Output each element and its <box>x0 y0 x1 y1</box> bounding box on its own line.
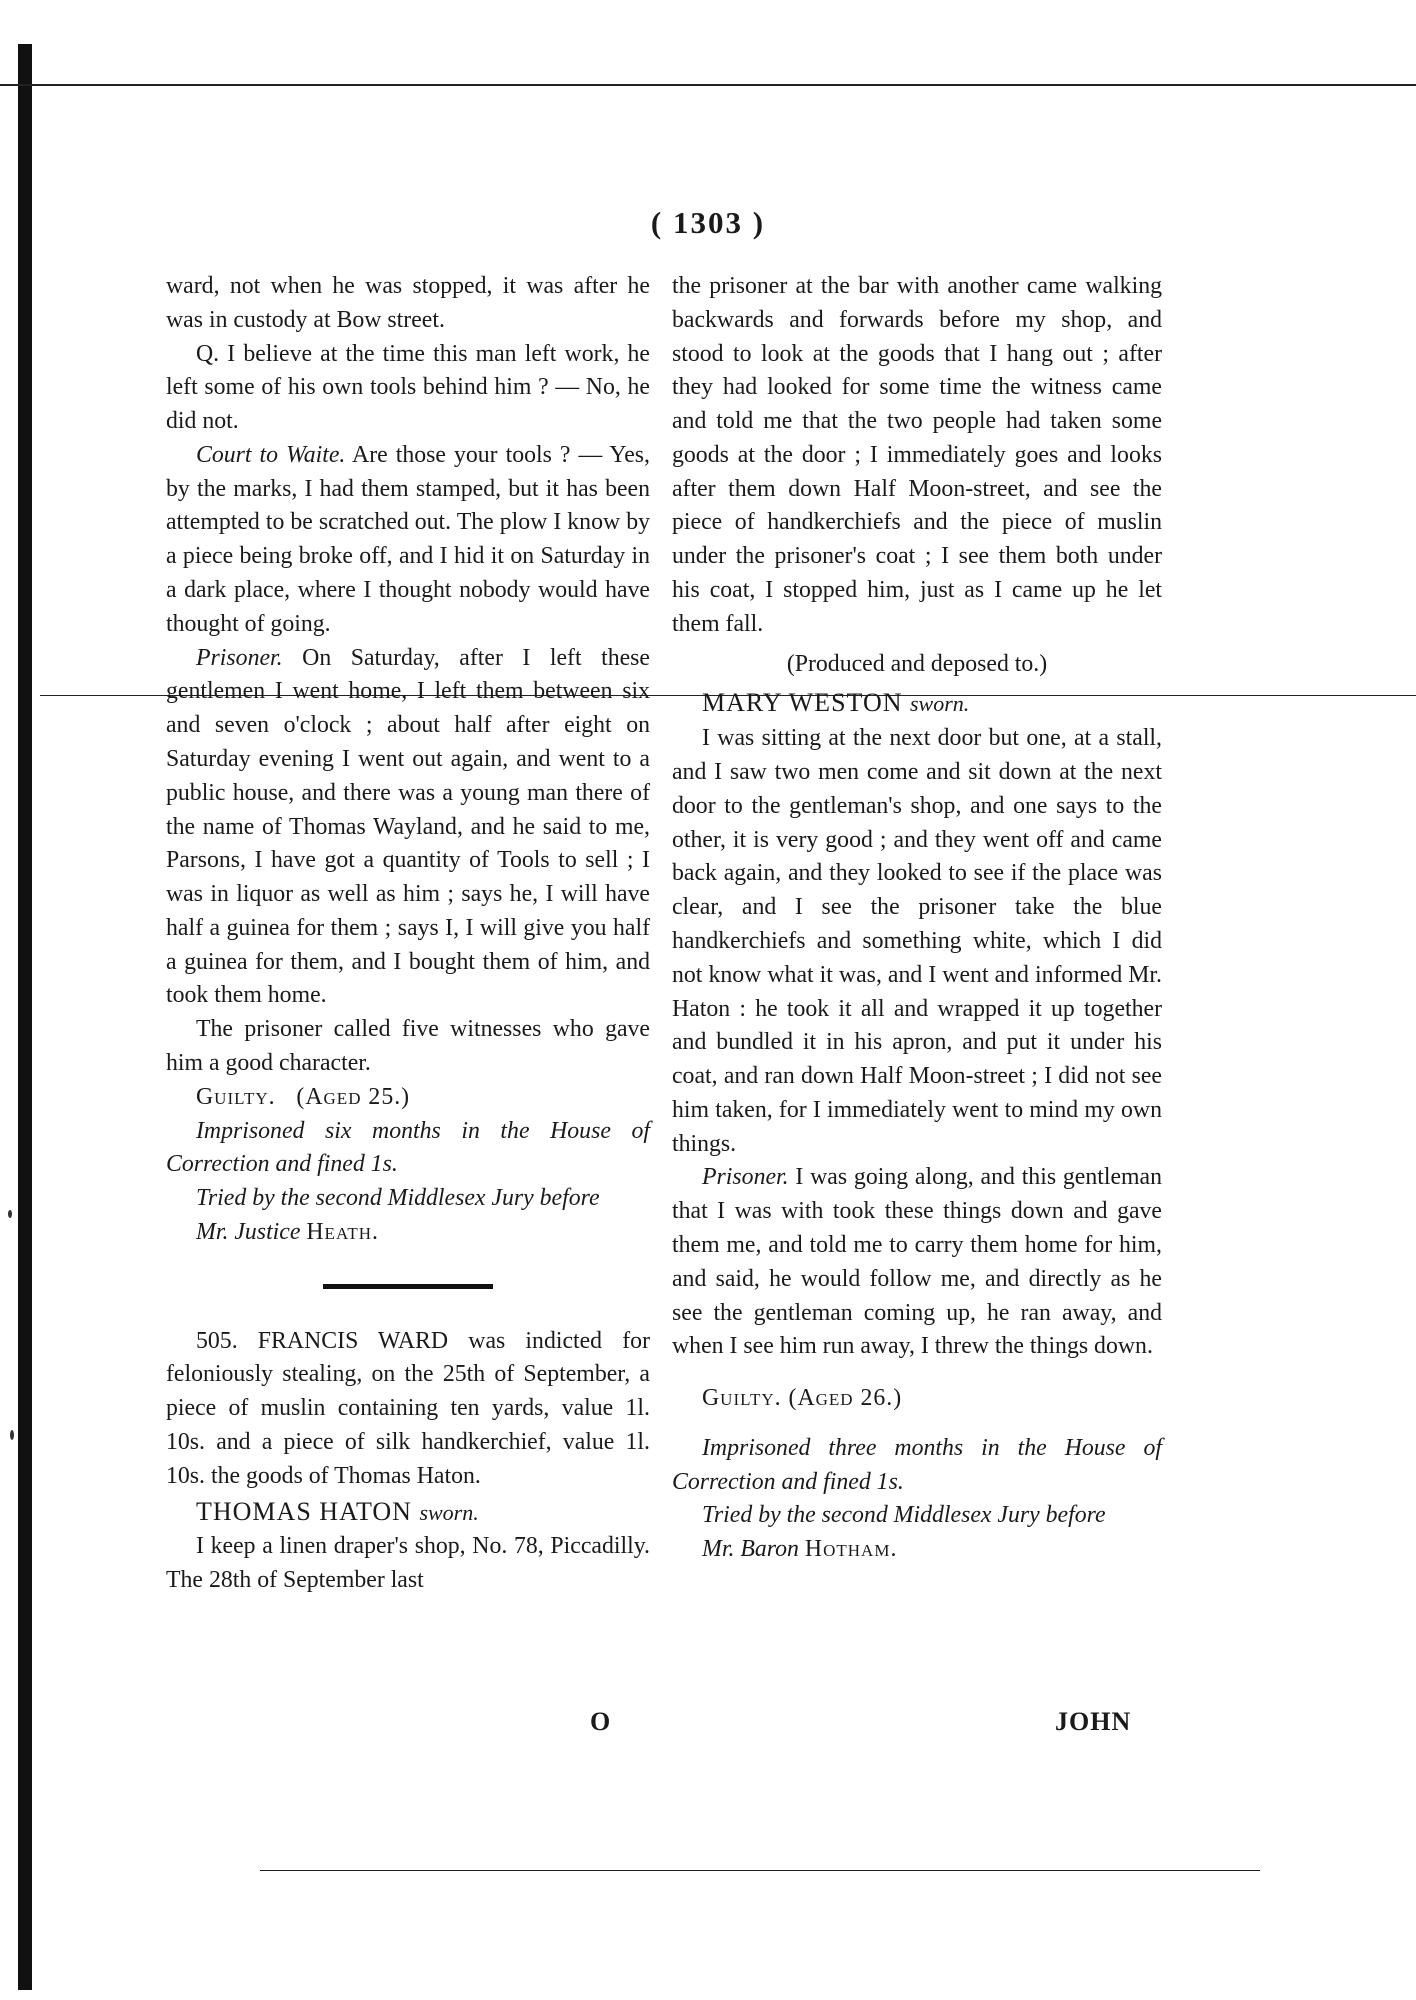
judge-line <box>672 1533 1162 1567</box>
jury-line: Tried by the second Middlesex Jury before <box>196 1185 600 1212</box>
judge-title: Mr. Baron <box>702 1536 799 1563</box>
verdict <box>166 1081 650 1115</box>
page-number: ( 1303 ) <box>650 205 766 240</box>
scan-speck <box>10 1430 14 1440</box>
paragraph: the prisoner at the bar with another came walking backwards and forwards before my shop, and stood to look at the goods that I hang out ; after they had looked for some time the witness came and told me that the two people had taken some goods at the door ; I immediately goes and looks after them down Half Moon-street, and see the piece of handkerchiefs and the piece of muslin under the prisoner's coat ; I see them both under his coat, I stopped him, just as I came up he let them fall. <box>672 273 1162 637</box>
age: (Aged 25.) <box>296 1083 411 1110</box>
sworn-label: sworn. <box>419 1499 479 1525</box>
paragraph: Q. I believe at the time this man left work, he left some of his own tools behind him ? — No, he did not. <box>166 340 650 435</box>
binding-edge <box>18 44 32 1990</box>
paragraph: The prisoner called five witnesses who gave him a good character. <box>166 1016 650 1076</box>
age: (Aged 26.) <box>788 1385 903 1412</box>
verdict <box>672 1382 1162 1416</box>
paragraph <box>166 439 650 642</box>
case-number: 505. <box>196 1327 238 1354</box>
jury-line: Tried by the second Middlesex Jury before <box>702 1502 1106 1529</box>
top-rule <box>0 84 1416 86</box>
paragraph <box>166 642 650 1014</box>
paragraph-text: On Saturday, after I left these gentlemen I went home, I left them between six and seven o'clock ; about half after eight on Saturday evening I went out again, and went to a public house, and there was a young man there of the name of Thomas Wayland, and he said to me, Parsons, I have got a quantity of Tools to sell ; I was in liquor as well as him ; says he, I will have half a guinea for them ; says I, I will give you half a guinea for them, and I bought them of him, and took them home. <box>166 644 650 1009</box>
right-column <box>672 270 1162 1567</box>
paragraph-text: Are those your tools ? — Yes, by the marks, I had them stamped, but it has been attempted to be scratched out. The plow I know by a piece being broke off, and I hid it on Saturday in a dark place, where I thought nobody would have thought of going. <box>166 441 650 637</box>
catchword: JOHN <box>1055 1707 1132 1736</box>
witness-name: MARY WESTON <box>702 688 903 718</box>
left-column <box>166 270 650 1598</box>
witness-heading <box>672 685 1162 722</box>
witness-name: THOMAS HATON <box>196 1496 412 1526</box>
paragraph <box>672 1161 1162 1364</box>
paragraph: I was sitting at the next door but one, at a stall, and I saw two men come and sit down at the next door to the gentleman's shop, and one says to the other, it is very good ; and they went off and came back again, and they looked to see if the place was clear, and I see the prisoner take the blue handkerchiefs and something white, which I did not know what it was, and I went and informed Mr. Haton : he took it all and wrapped it up together and bundled it in his apron, and put it under his coat, and ran down Half Moon-street ; I did not see him taken, for I immediately went to mind my own things. <box>672 725 1162 1157</box>
speaker-label: Prisoner. <box>196 644 283 671</box>
paragraph-text: I was going along, and this gentleman that I was with took these things down and gave them me, and told me to carry them home for him, and said, he would follow me, and directly as he see the gentleman coming up, he ran away, and when I see him run away, I threw the things down. <box>672 1164 1162 1360</box>
sentence: Imprisoned three months in the House of Correction and fined 1s. <box>672 1434 1162 1495</box>
scan-speck <box>8 1210 12 1218</box>
sworn-label: sworn. <box>910 691 970 717</box>
paragraph: I keep a linen draper's shop, No. 78, Piccadilly. The 28th of September last <box>166 1533 650 1594</box>
speaker-label: Prisoner. <box>702 1164 789 1191</box>
catchword-signature: O <box>590 1707 611 1736</box>
produced-note: (Produced and deposed to.) <box>786 650 1048 677</box>
judge-name: Heath. <box>306 1218 379 1245</box>
case-text: FRANCIS WARD was indicted for feloniously stealing, on the 25th of September, a piece of muslin containing ten yards, value 1l. 10s. and a piece of silk handkerchief, value 1l. 10s. the goods of Thomas Haton. <box>166 1327 650 1489</box>
case-heading <box>166 1325 650 1494</box>
witness-heading <box>166 1494 650 1531</box>
judge-line <box>166 1216 650 1250</box>
paragraph: ward, not when he was stopped, it was after he was in custody at Bow street. <box>166 273 650 333</box>
section-divider <box>323 1284 493 1289</box>
verdict-label: Guilty. <box>702 1385 782 1412</box>
verdict-label: Guilty. <box>196 1083 276 1110</box>
judge-title: Mr. Justice <box>196 1218 301 1245</box>
speaker-label: Court to Waite. <box>196 441 346 468</box>
sentence: Imprisoned six months in the House of Correction and fined 1s. <box>166 1117 650 1178</box>
judge-name: Hotham. <box>804 1536 898 1563</box>
bottom-scan-line <box>260 1870 1260 1871</box>
